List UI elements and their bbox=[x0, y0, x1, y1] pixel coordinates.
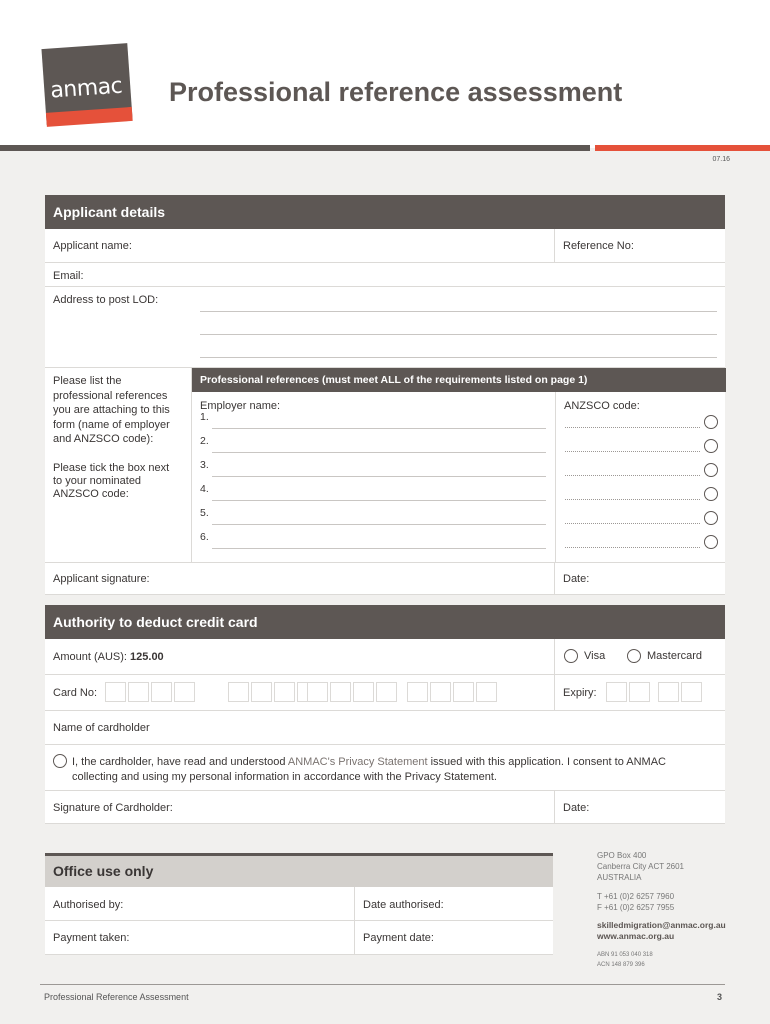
credit-card-heading: Authority to deduct credit card bbox=[45, 605, 725, 639]
consent-text bbox=[72, 755, 712, 785]
amount-cell bbox=[45, 639, 554, 674]
header-rule-red bbox=[595, 145, 770, 151]
email-field[interactable] bbox=[45, 263, 725, 286]
payment-taken-field[interactable] bbox=[45, 921, 354, 954]
contact-email[interactable]: skilledmigration@anmac.org.au bbox=[597, 920, 726, 930]
anzsco-code-line[interactable] bbox=[565, 427, 700, 428]
email-label: Email: bbox=[53, 270, 84, 282]
card-no-label: Card No: bbox=[53, 687, 98, 699]
references-row bbox=[45, 368, 725, 563]
anzsco-column bbox=[555, 392, 726, 563]
references-heading: Professional references (must meet ALL of the requirements listed on page 1) bbox=[192, 368, 726, 392]
amount-value: 125.00 bbox=[130, 651, 164, 663]
applicant-date-label: Date: bbox=[563, 573, 590, 585]
anzsco-nominate-radio[interactable] bbox=[704, 439, 718, 453]
address-label: Address to post LOD: bbox=[53, 294, 159, 306]
mastercard-radio[interactable] bbox=[627, 649, 641, 663]
page-title: Professional reference assessment bbox=[169, 77, 623, 107]
card-digit-box[interactable] bbox=[151, 682, 172, 702]
card-digit-box[interactable] bbox=[376, 682, 397, 702]
email-row[interactable] bbox=[45, 263, 725, 287]
employer-name-line[interactable] bbox=[212, 500, 546, 501]
applicant-signature-label: Applicant signature: bbox=[53, 573, 150, 585]
anzsco-nominate-radio[interactable] bbox=[704, 535, 718, 549]
expiry-box-2[interactable] bbox=[629, 682, 650, 702]
expiry-box-1[interactable] bbox=[606, 682, 627, 702]
tick-instructions: Please tick the box next to your nominated ANZSCO code: bbox=[53, 462, 170, 500]
address-line-3[interactable] bbox=[200, 357, 717, 358]
anzsco-code-line[interactable] bbox=[565, 523, 700, 524]
card-digit-box[interactable] bbox=[174, 682, 195, 702]
applicant-name-row bbox=[45, 229, 725, 263]
card-digit-box[interactable] bbox=[453, 682, 474, 702]
amount-label: Amount (AUS): bbox=[53, 651, 127, 663]
reference-number: 2. bbox=[200, 435, 209, 447]
contact-website[interactable]: www.anmac.org.au bbox=[597, 931, 675, 941]
card-digit-box[interactable] bbox=[128, 682, 149, 702]
references-instructions: Please list the professional references you are attaching to this form (name of employer and ANZSCO code): bbox=[53, 375, 170, 445]
card-digit-box[interactable] bbox=[307, 682, 328, 702]
anzsco-nominate-radio[interactable] bbox=[704, 487, 718, 501]
cardholder-signature-row bbox=[45, 791, 725, 824]
anzsco-code-line[interactable] bbox=[565, 499, 700, 500]
privacy-statement-link[interactable]: ANMAC's Privacy Statement bbox=[287, 756, 428, 768]
cardholder-row[interactable] bbox=[45, 711, 725, 745]
office-row-1 bbox=[45, 887, 553, 921]
employer-name-line[interactable] bbox=[212, 548, 546, 549]
cardholder-signature-label: Signature of Cardholder: bbox=[53, 802, 173, 814]
expiry-box-3[interactable] bbox=[658, 682, 679, 702]
footer-title: Professional Reference Assessment bbox=[44, 992, 189, 1002]
card-digit-box[interactable] bbox=[251, 682, 272, 702]
consent-row bbox=[45, 745, 725, 791]
references-table bbox=[191, 368, 725, 563]
address-row[interactable] bbox=[45, 287, 725, 368]
cardholder-field[interactable] bbox=[45, 711, 725, 744]
logo-text: anmac bbox=[49, 73, 124, 104]
card-digit-box[interactable] bbox=[353, 682, 374, 702]
contact-fax: F +61 (0)2 6257 7955 bbox=[597, 903, 675, 912]
reference-number: 4. bbox=[200, 483, 209, 495]
cardholder-date-field[interactable] bbox=[554, 791, 725, 823]
revision-code: 07.16 bbox=[712, 156, 730, 163]
visa-radio[interactable] bbox=[564, 649, 578, 663]
mastercard-label: Mastercard bbox=[647, 650, 703, 662]
contact-address-3: AUSTRALIA bbox=[597, 873, 642, 882]
anzsco-nominate-radio[interactable] bbox=[704, 463, 718, 477]
card-digit-box[interactable] bbox=[407, 682, 428, 702]
card-digit-box[interactable] bbox=[228, 682, 249, 702]
employer-name-line[interactable] bbox=[212, 428, 546, 429]
card-digit-box[interactable] bbox=[330, 682, 351, 702]
date-authorised-field[interactable] bbox=[354, 887, 553, 920]
reference-number: 6. bbox=[200, 531, 209, 543]
visa-label: Visa bbox=[584, 650, 606, 662]
amount-row bbox=[45, 639, 725, 675]
payment-date-label: Payment date: bbox=[363, 932, 434, 944]
authorised-by-label: Authorised by: bbox=[53, 899, 124, 911]
employer-name-line[interactable] bbox=[212, 452, 546, 453]
card-digit-box[interactable] bbox=[476, 682, 497, 702]
applicant-name-field[interactable] bbox=[45, 229, 554, 262]
applicant-signature-row bbox=[45, 563, 725, 595]
card-digit-box[interactable] bbox=[274, 682, 295, 702]
anzsco-nominate-radio[interactable] bbox=[704, 415, 718, 429]
authorised-by-field[interactable] bbox=[45, 887, 354, 920]
contact-phone: T +61 (0)2 6257 7960 bbox=[597, 892, 675, 901]
contact-abn: ABN 91 053 040 318 bbox=[597, 952, 653, 958]
contact-block bbox=[597, 850, 747, 970]
contact-address-2: Canberra City ACT 2601 bbox=[597, 862, 685, 871]
consent-checkbox[interactable] bbox=[53, 754, 67, 768]
payment-date-field[interactable] bbox=[354, 921, 553, 954]
card-number-cell bbox=[45, 675, 554, 710]
expiry-box-4[interactable] bbox=[681, 682, 702, 702]
cardholder-signature-field[interactable] bbox=[45, 791, 554, 823]
consent-text-end: issued with this application. I consent to ANMAC bbox=[427, 756, 666, 768]
footer-rule bbox=[40, 984, 725, 985]
contact-acn: ACN 148 879 396 bbox=[597, 962, 645, 968]
anzsco-code-line[interactable] bbox=[565, 475, 700, 476]
applicant-details-heading: Applicant details bbox=[45, 195, 725, 229]
address-line-2[interactable] bbox=[200, 334, 717, 335]
header-rule-grey bbox=[0, 145, 590, 151]
anzsco-code-label: ANZSCO code: bbox=[564, 400, 640, 412]
applicant-name-label: Applicant name: bbox=[53, 240, 132, 252]
reference-no-field[interactable] bbox=[554, 229, 725, 262]
office-row-2 bbox=[45, 921, 553, 955]
address-line-1[interactable] bbox=[200, 311, 717, 312]
card-digit-box[interactable] bbox=[105, 682, 126, 702]
payment-taken-label: Payment taken: bbox=[53, 932, 130, 944]
anzsco-nominate-radio[interactable] bbox=[704, 511, 718, 525]
applicant-date-field[interactable] bbox=[554, 563, 725, 594]
page-number: 3 bbox=[717, 992, 723, 1002]
expiry-cell bbox=[554, 675, 725, 710]
applicant-signature-field[interactable] bbox=[45, 563, 554, 594]
card-type-cell bbox=[554, 639, 725, 674]
address-label-cell bbox=[45, 287, 195, 367]
card-number-row bbox=[45, 675, 725, 711]
reference-number: 1. bbox=[200, 411, 209, 423]
consent-text-line2: collecting and using my personal information in accordance with the Privacy Statement. bbox=[72, 771, 497, 783]
expiry-label: Expiry: bbox=[563, 687, 597, 699]
reference-number: 3. bbox=[200, 459, 209, 471]
cardholder-label: Name of cardholder bbox=[53, 722, 150, 734]
consent-text-start: I, the cardholder, have read and understood bbox=[72, 756, 288, 768]
reference-no-label: Reference No: bbox=[563, 240, 634, 252]
contact-address-1: GPO Box 400 bbox=[597, 851, 647, 860]
anzsco-code-line[interactable] bbox=[565, 451, 700, 452]
office-use-heading: Office use only bbox=[45, 853, 553, 887]
anzsco-code-line[interactable] bbox=[565, 547, 700, 548]
employer-name-line[interactable] bbox=[212, 524, 546, 525]
cardholder-date-label: Date: bbox=[563, 802, 590, 814]
date-authorised-label: Date authorised: bbox=[363, 899, 444, 911]
employer-name-line[interactable] bbox=[212, 476, 546, 477]
card-digit-box[interactable] bbox=[430, 682, 451, 702]
employer-name-label: Employer name: bbox=[200, 400, 281, 412]
anmac-logo bbox=[41, 43, 132, 125]
reference-number: 5. bbox=[200, 507, 209, 519]
